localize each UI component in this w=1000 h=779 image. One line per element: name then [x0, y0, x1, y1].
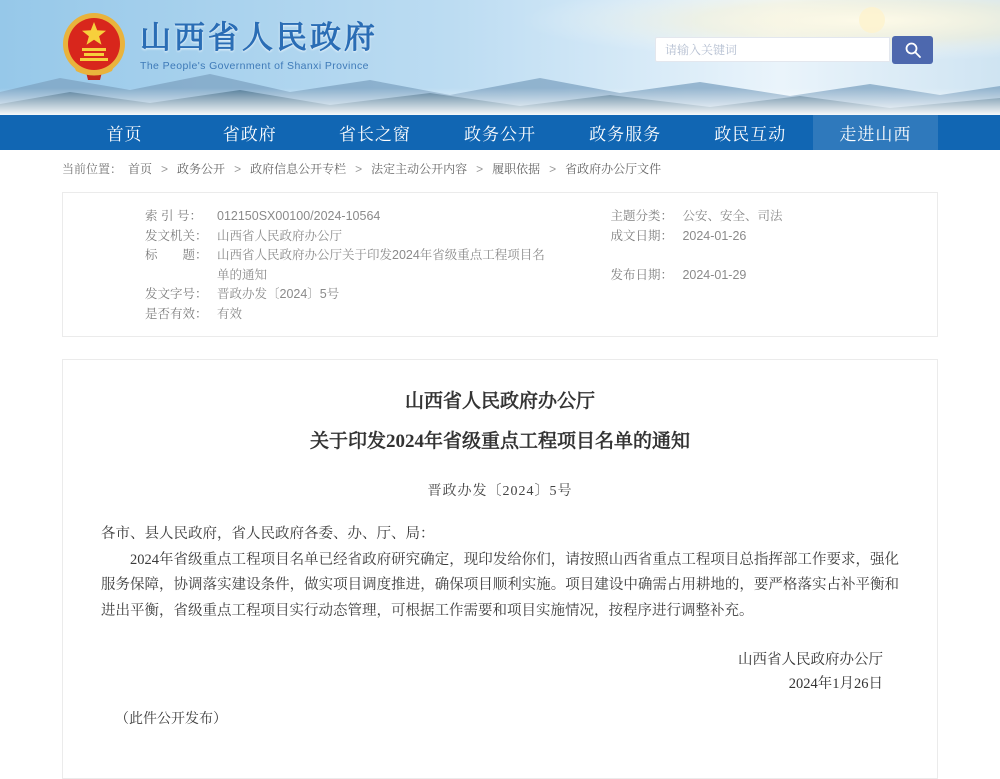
search-input[interactable] — [655, 37, 890, 62]
breadcrumb-label: 当前位置： — [62, 161, 123, 176]
nav-item[interactable] — [563, 115, 688, 150]
meta-row — [145, 227, 552, 247]
document-title-line2: 关于印发2024年省级重点工程项目名单的通知 — [309, 431, 690, 452]
meta-row — [610, 227, 937, 247]
breadcrumb-link[interactable]: 法定主动公开内容 — [371, 161, 468, 176]
breadcrumb-link[interactable]: 政府信息公开专栏 — [250, 161, 347, 176]
nav-item[interactable] — [813, 115, 938, 150]
national-emblem-logo — [62, 10, 126, 82]
brand-text — [140, 20, 378, 72]
meta-value: 晋政办发〔2024〕5号 — [217, 287, 340, 301]
signature-block — [89, 648, 911, 696]
meta-value: 山西省人民政府办公厅关于印发2024年省级重点工程项目名单的通知 — [217, 248, 545, 282]
nav-items — [62, 115, 938, 150]
breadcrumb-item — [371, 162, 492, 176]
breadcrumb-link[interactable]: 政务公开 — [177, 161, 226, 176]
breadcrumb-item — [177, 162, 250, 176]
site-header — [0, 0, 1000, 115]
breadcrumb-link[interactable]: 省政府办公厅文件 — [565, 161, 662, 176]
search-icon — [904, 41, 922, 59]
meta-row — [145, 207, 552, 227]
meta-value: 012150SX00100/2024-10564 — [217, 209, 381, 223]
breadcrumb-separator: > — [355, 161, 363, 176]
meta-label: 索 引 号： — [145, 209, 202, 223]
nav-item[interactable] — [688, 115, 813, 150]
nav-item[interactable] — [62, 115, 187, 150]
document-title-line1: 山西省人民政府办公厅 — [404, 391, 595, 412]
nav-item-label: 政务服务 — [589, 125, 662, 144]
meta-label: 标 题： — [145, 248, 208, 262]
breadcrumb-items — [128, 160, 661, 177]
document-body-panel — [62, 359, 938, 779]
breadcrumb-separator: > — [234, 161, 242, 176]
nav-item[interactable] — [187, 115, 312, 150]
document-paragraph: 2024年省级重点工程项目名单已经省政府研究确定，现印发给你们，请按照山西省重点工程项目总指挥部工作要求，强化服务保障，协调落实建设条件，做实项目调度推进，确保项目顺利实施。项目建设中确需占用耕地的，要严格落实占补平衡和进出平衡，省级重点工程项目实行动态管理，可根据工作需要和项目实施情况，按程序进行调整补充。 — [101, 551, 899, 619]
nav-item-label: 政民互动 — [714, 125, 787, 144]
meta-value: 2024-01-26 — [682, 228, 747, 243]
meta-value: 公安、安全、司法 — [682, 209, 783, 223]
document-body-text — [89, 522, 911, 624]
breadcrumb-item — [565, 162, 661, 176]
nav-item-label: 走进山西 — [839, 125, 912, 144]
nav-item-label: 省政府 — [222, 125, 277, 144]
breadcrumb-separator: > — [476, 161, 484, 176]
meta-label: 是否有效： — [145, 306, 208, 321]
meta-label: 主题分类： — [610, 209, 673, 223]
nav-item-label: 省长之窗 — [338, 125, 411, 144]
site-title: 山西省人民政府 — [140, 20, 378, 56]
meta-value: 2024-01-29 — [682, 267, 747, 282]
site-subtitle: The People's Government of Shanxi Province — [140, 59, 369, 72]
nav-item-label: 首页 — [106, 125, 143, 144]
search-button[interactable] — [892, 36, 933, 64]
meta-row — [145, 305, 552, 325]
document-number: 晋政办发〔2024〕5号 — [427, 484, 573, 499]
breadcrumb-item — [128, 162, 177, 176]
meta-value: 有效 — [217, 306, 243, 321]
document-footnote: （此件公开发布） — [115, 712, 227, 727]
meta-row — [145, 285, 552, 305]
meta-label: 成文日期： — [610, 228, 673, 243]
document-meta-panel — [62, 192, 938, 337]
site-brand[interactable] — [62, 10, 378, 82]
meta-left-column — [63, 207, 552, 324]
nav-item-label: 政务公开 — [463, 125, 536, 144]
meta-value: 山西省人民政府办公厅 — [217, 228, 343, 243]
signature-org: 山西省人民政府办公厅 — [738, 652, 883, 668]
breadcrumb-item — [250, 162, 371, 176]
nav-item[interactable] — [437, 115, 562, 150]
signature-date: 2024年1月26日 — [788, 676, 883, 692]
breadcrumb-separator: > — [161, 161, 169, 176]
meta-row — [610, 266, 937, 286]
meta-label: 发文字号： — [145, 287, 208, 301]
meta-right-column — [552, 207, 937, 324]
breadcrumb-link[interactable]: 履职依据 — [492, 161, 541, 176]
breadcrumb — [62, 150, 938, 186]
document-salutation: 各市、县人民政府，省人民政府各委、办、厅、局： — [101, 526, 435, 542]
meta-row — [145, 246, 552, 285]
main-nav — [0, 115, 1000, 150]
meta-row — [610, 207, 937, 227]
meta-label: 发文机关： — [145, 228, 208, 243]
breadcrumb-link[interactable]: 首页 — [128, 161, 153, 176]
breadcrumb-separator: > — [549, 161, 557, 176]
nav-item[interactable] — [312, 115, 437, 150]
meta-label: 发布日期： — [610, 267, 673, 282]
breadcrumb-item — [492, 162, 565, 176]
search-bar — [655, 37, 933, 64]
